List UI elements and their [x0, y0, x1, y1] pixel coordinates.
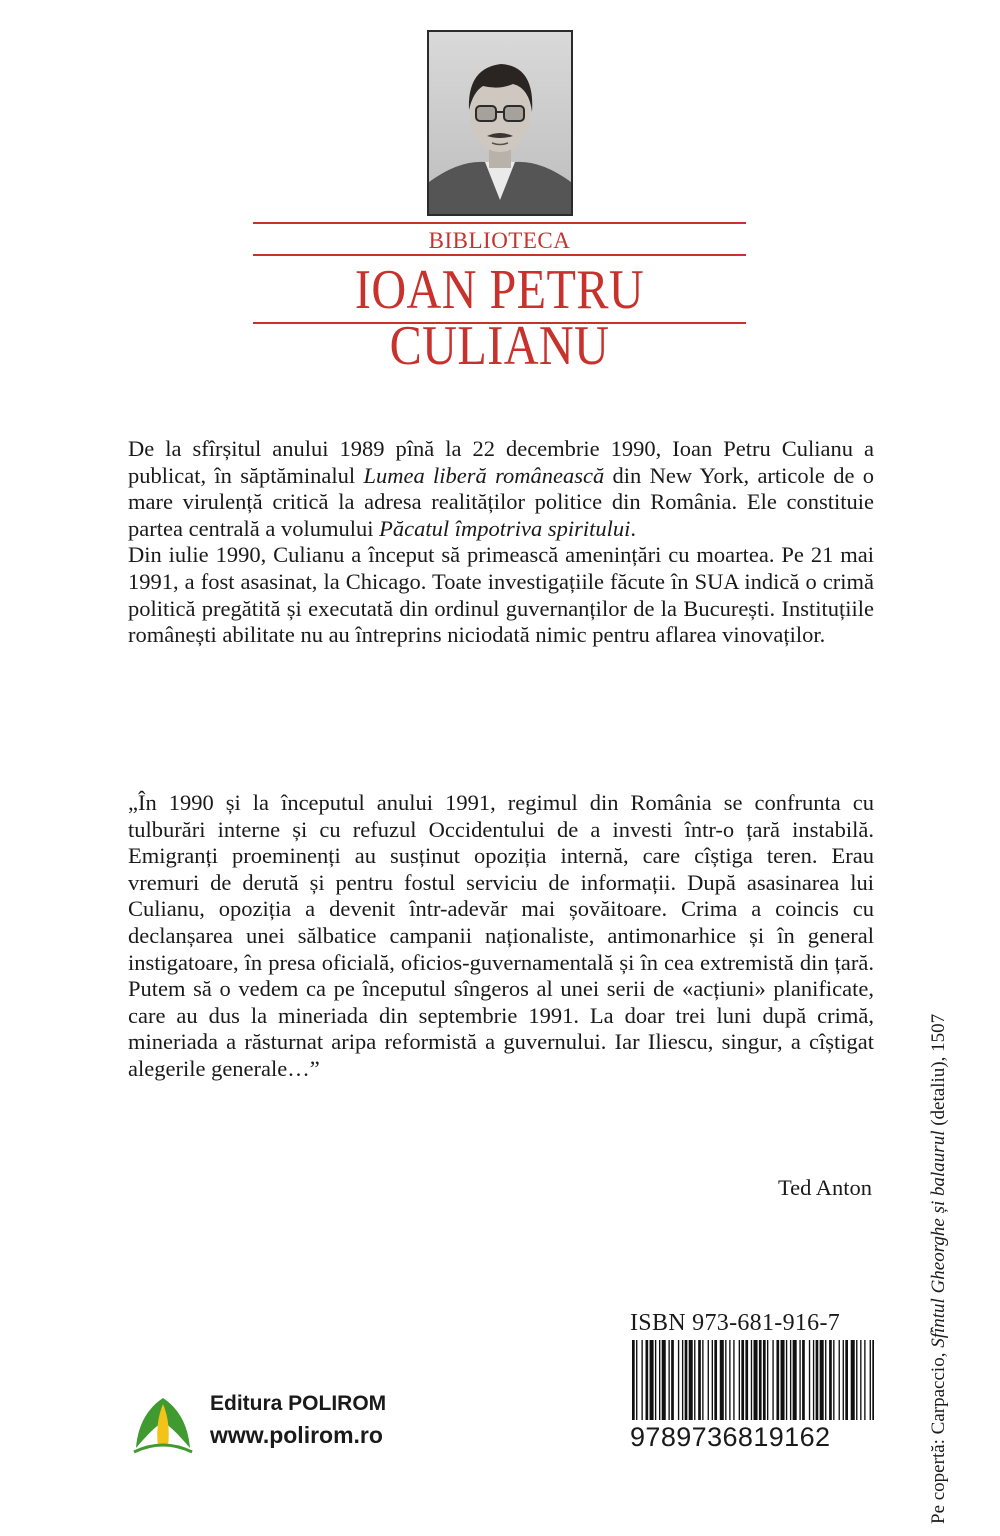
series-top-rule [253, 222, 746, 224]
barcode-digits: 9789736819162 [630, 1422, 831, 1452]
blurb-paragraph-1: De la sfîrșitul anului 1989 pînă la 22 decembrie 1990, Ioan Petru Culianu a publicat, în săptăminalul Lumea liberă românească din New York, articole de o mare virulență critică la adresa realităților politice din România. Ele constituie partea centrală a volumului Păcatul împotriva spiritului. [128, 436, 874, 541]
cover-image-credit: Pe copertă: Carpaccio, Sfîntul Gheorghe și balaurul (detaliu), 1507 [928, 1013, 949, 1524]
author-name-title: IOAN PETRU CULIANU [354, 259, 645, 377]
blurb-paragraph-2: Din iulie 1990, Culianu a început să primească amenințări cu moartea. Pe 21 mai 1991, a fost asasinat, la Chicago. Toate investigațiile făcute în SUA indică o crimă politică pregătită și executată din ordinul guvernanților de la București. Instituțiile românești abilitate nu au întreprins niciodată nimic pentru aflarea vinovaților. [128, 542, 874, 648]
publisher-name: Editura POLIROM [210, 1392, 387, 1415]
barcode [630, 1340, 876, 1420]
author-portrait [427, 30, 573, 216]
isbn-label: ISBN 973-681-916-7 [630, 1310, 841, 1336]
quote-text: „În 1990 și la începutul anului 1991, regimul din România se confrunta cu tulburări interne și cu refuzul Occidentului de a investi într-o țară instabilă. Emigranți proeminenți au susținut opoziția internă, care cîștiga teren. Erau vremuri de derută și pentru fostul serviciu de informații. După asasinarea lui Culianu, opoziția a devenit într-adevăr mai șovăitoare. Crima a coincis cu declanșarea unei sălbatice campanii naționaliste, antimonarhice și în general instigatoare, în presa oficială, oficios-guvernamentală și în cea extremistă din țară. Putem să o vedem ca pe începutul sîngeros al unei serii de «acțiuni» planificate, care au dus la mineriada din septembrie 1991. La doar trei luni după crimă, mineriada a răsturnat aripa reformistă a guvernului. Iar Iliescu, singur, a cîștigat alegerile generale…” [128, 790, 874, 1081]
blurb [128, 436, 874, 649]
series-bottom-rule [253, 322, 746, 324]
series-label: BIBLIOTECA [428, 228, 571, 253]
series-middle-rule [253, 254, 746, 256]
magazine-title: Lumea liberă românească [363, 462, 605, 488]
quote-author: Ted Anton [777, 1175, 872, 1200]
book-title: Păcatul împotriva spiritului [379, 515, 631, 541]
quote [128, 790, 874, 1083]
polirom-leaf-logo-icon [128, 1390, 198, 1456]
publisher-website-link[interactable]: www.polirom.ro [210, 1422, 383, 1448]
